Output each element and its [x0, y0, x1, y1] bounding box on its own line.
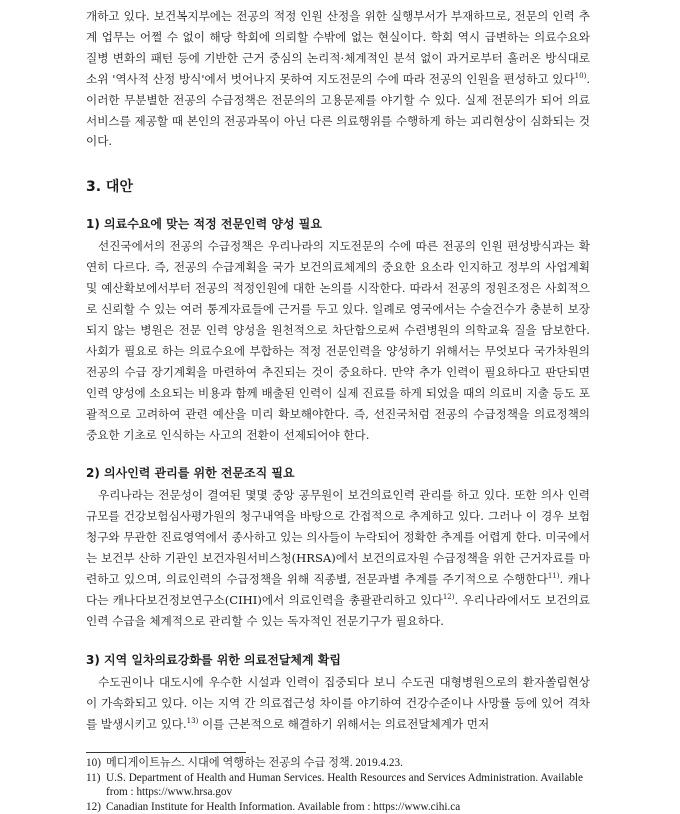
- subsection-3-title: 3) 지역 일차의료강화를 위한 의료전달체계 확립: [86, 652, 341, 667]
- footnote-ref-12[interactable]: 12): [442, 593, 455, 602]
- footnote-number: 11): [86, 771, 101, 784]
- subsection-1-paragraph: 선진국에서의 전공의 수급정책은 우리나라의 지도전문의 수에 따른 전공의 인원 편성방식과는 확연히 다르다. 즉, 전공의 수급계획을 국가 보건의료체계의 중요한 요소라 인지하고 정부의 사업계획 및 예산확보에서부터 전공의 적정인원에 대한 논의를 시작한다. 따라서 전공의 정원조정은 사회적으로 신뢰할 수 있는 여러 통계자료들에 근거를 두고 있다. 일례로 영국에서는 수술건수가 충분히 보장되지 않는 병원은 전문 인력 양성을 원천적으로 차단함으로써 수련병원의 의학교육 질을 담보한다. 사회가 필요로 하는 의료수요에 부합하는 적정 전문인력을 양성하기 위해서는 무엇보다 국가차원의 전공의 수급 장기계획을 마련하여 추진되는 것이 중요하다. 만약 추가 인력이 필요하다고 판단되면 인력 양성에 소요되는 비용과 함께 배출된 인력이 실제 진료를 하게 되었을 때의 의료비 지출 등도 포괄적으로 고려하여 관련 예산을 미리 확보해야한다. 즉, 선진국처럼 전공의 수급정책을 의료정책의 중요한 기초로 인식하는 사고의 전환이 선제되어야 한다.: [86, 239, 590, 442]
- footnotes: [86, 756, 590, 814]
- footnote-divider: [86, 752, 246, 753]
- footnote-text[interactable]: Canadian Institute for Health Information. Available from : https://www.cihi.ca: [106, 800, 461, 813]
- subsection-2-paragraph: [86, 485, 590, 631]
- subsection-2-text-a: 우리나라는 전문성이 결여된 몇몇 중앙 공무원이 보건의료인력 관리를 하고 있다. 또한 의사 인력 규모를 건강보험심사평가원의 청구내역을 바탕으로 간접적으로 추계하고 있다. 그러나 이 경우 보험청구와 무관한 진료영역에서 종사하고 있는 의사들이 누락되어 정확한 추계를 어렵게 한다. 미국에서는 보건부 산하 기관인 보건자원서비스청(HRSA)에서 보건의료자원 수급정책을 위한 근거자료를 마련하고 있으며, 의료인력의 수급정책을 위해 직종별, 전문과별 추계를 주기적으로 수행한다: [86, 488, 590, 587]
- subsection-3-paragraph: [86, 672, 590, 735]
- footnote-ref-11[interactable]: 11): [547, 572, 560, 581]
- subsection-1-title: 1) 의료수요에 맞는 적정 전문인력 양성 필요: [86, 217, 322, 232]
- subsection-3-text-b: 이를 근본적으로 해결하기 위해서는 의료전달체계가 먼저: [198, 716, 490, 731]
- footnote-ref-10[interactable]: 10): [574, 71, 587, 80]
- footnote-text: 메디게이트뉴스. 시대에 역행하는 전공의 수급 정책. 2019.4.23.: [106, 757, 403, 770]
- subsection-2-text-c: . 우리나라에서도 보건의료인력 수급을 체계적으로 관리할 수 있는 독자적인 전문기구가 필요하다.: [86, 592, 590, 628]
- document-page: [86, 6, 590, 814]
- subsection-3-text-a: 수도권이나 대도시에 우수한 시설과 인력이 집중되다 보니 수도권 대형병원으로의 환자쏠림현상이 가속화되고 있다. 이는 지역 간 의료접근성 차이를 야기하여 건강수준이나 사망률 등에 있어 격차를 발생시키고 있다.: [86, 674, 590, 731]
- footnote-item: [86, 756, 590, 770]
- footnote-number: 12): [86, 800, 101, 813]
- footnote-number: 10): [86, 757, 101, 770]
- footnote-ref-13[interactable]: 13): [186, 716, 199, 725]
- subsection-2-text-b: . 캐나다는 캐나다보건정보연구소(CIHI)에서 의료인력을 총괄관리하고 있다: [86, 572, 590, 607]
- subsection-2-title: 2) 의사인력 관리를 위한 전문조직 필요: [86, 466, 295, 481]
- footnote-item: [86, 800, 590, 814]
- footnote-text[interactable]: U.S. Department of Health and Human Services. Health Resources and Services Administration. Available from : https://www.hrsa.gov: [106, 771, 584, 799]
- intro-text: 개하고 있다. 보건복지부에는 전공의 적정 인원 산정을 위한 실행부서가 부재하므로, 전문의 인력 추계 업무는 어쩔 수 없이 해당 학회에 의뢰할 수밖에 없는 현실이다. 학회 역시 급변하는 의료수요와 질병 변화의 패턴 등에 기반한 근거 중심의 논리적·체계적인 분석 없이 과거로부터 흘러온 방식대로 소위 '역사적 산정 방식'에서 벗어나지 못하여 지도전문의 수에 따라 전공의 인원을 편성하고 있다: [86, 9, 590, 86]
- intro-text-after: . 이러한 무분별한 전공의 수급정책은 전문의의 고용문제를 야기할 수 있다. 실제 전문의가 되어 의료서비스를 제공할 때 본인의 전공과목이 아닌 다른 의료행위를 수행하게 하는 괴리현상이 심화되는 것이다.: [86, 71, 590, 149]
- section-title: 3. 대안: [86, 179, 133, 196]
- intro-paragraph: [86, 6, 590, 152]
- footnote-item: [86, 771, 590, 800]
